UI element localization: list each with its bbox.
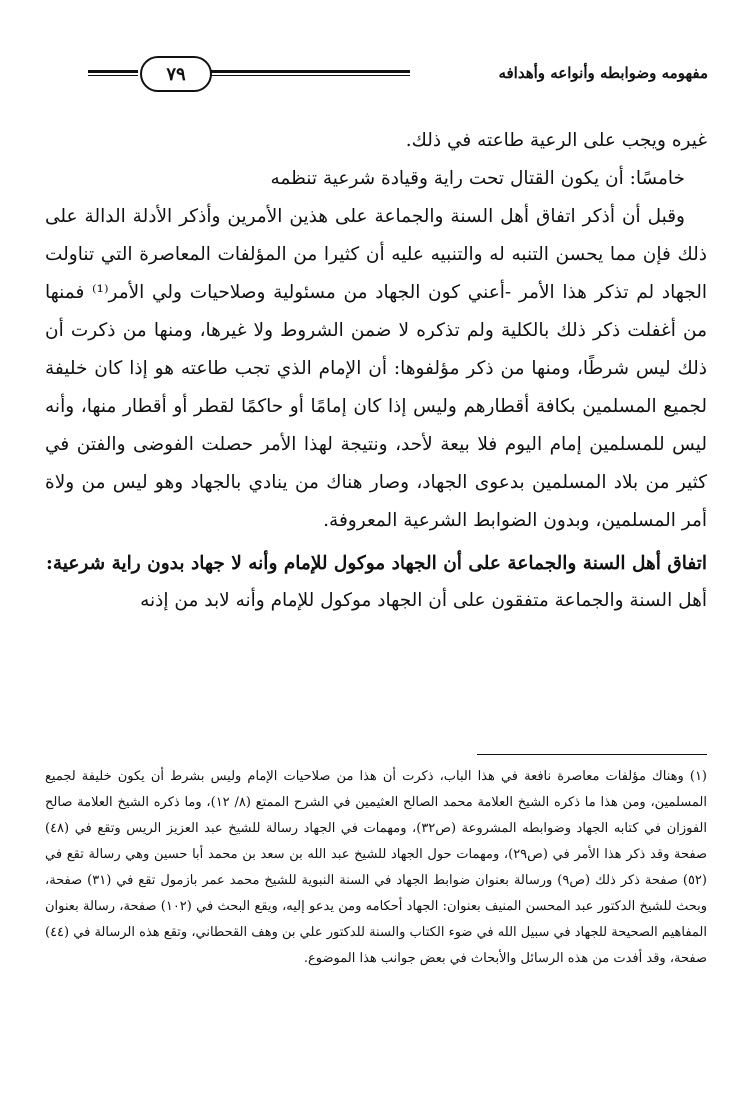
paragraph-continuation: غيره ويجب على الرعية طاعته في ذلك. (405, 130, 707, 151)
section-heading: اتفاق أهل السنة والجماعة على أن الجهاد موكول للإمام وأنه لا جهاد بدون راية شرعية: (46, 553, 707, 574)
header-rule-left-thin (88, 75, 138, 76)
header-rule-middle-thin (210, 75, 410, 76)
page-number: ٧٩ (166, 63, 186, 85)
main-text (45, 122, 707, 620)
footnote-separator (477, 754, 707, 755)
paragraph-main: وقبل أن أذكر اتفاق أهل السنة والجماعة على هذين الأمرين وأذكر الأدلة الدالة على ذلك فإن مما يحسن التنبه له والتنبيه عليه أن كثيرا من المؤلفات المعاصرة التي تناولت الجهاد لم تذكر هذا الأمر -أعني كون الجهاد من مسئولية وصلاحيات ولي الأمر⁽¹⁾ فمنها من أغفلت ذكر ذلك بالكلية ولم تذكره لا ضمن الشروط ولا غيرها، ومنها من ذكرت أن ذلك ليس شرطًا، ومنها من ذكر مؤلفوها: أن الإمام الذي تجب طاعته هو إذا كان خليفة لجميع المسلمين بكافة أقطارهم وليس إذا كان إمامًا أو حاكمًا لقطر أو أقطار منها، وأنه ليس للمسلمين إمام اليوم فلا بيعة لأحد، ونتيجة لهذا الأمر حصلت الفوضى والفتن في كثير من بلاد المسلمين بدعوى الجهاد، وصار هناك من ينادي بالجهاد وهو ليس من ولاة أمر المسلمين، وبدون الضوابط الشرعية المعروفة. (45, 206, 707, 531)
page-header (88, 56, 708, 96)
header-rule-middle (210, 70, 410, 73)
paragraph-fifth-condition: خامسًا: أن يكون القتال تحت راية وقيادة شرعية تنظمه (270, 168, 685, 189)
footnote-1: (١) وهناك مؤلفات معاصرة نافعة في هذا الباب، ذكرت أن هذا من صلاحيات الإمام وليس بشرط أن يكون خليفة لجميع المسلمين، ومن هذا ما ذكره الشيخ العلامة محمد الصالح العثيمين في الشرح الممتع (٨/ ١٢)، وما ذكره الشيخ العلامة صالح الفوزان في كتابه الجهاد وضوابطه المشروعة (ص٣٢)، ومهمات في الجهاد رسالة للشيخ عبد العزيز الريس وتقع في (٤٨) صفحة وقد ذكر هذا الأمر في (ص٢٩)، ومهمات حول الجهاد للشيخ عبد الله بن سعد بن محمد أبا حسين وهي رسالة تقع في (٥٢) صفحة ذكر ذلك (ص٩) ورسالة بعنوان ضوابط الجهاد في السنة النبوية للشيخ محمد عمر بازمول تقع في (٣١) صفحة، وبحث للشيخ الدكتور عبد المحسن المنيف بعنوان: الجهاد أحكامه ومن يدعو إليه، ويقع البحث في (١٠٢) صفحة، رسالة بعنوان المفاهيم الصحيحة للجهاد في سبيل الله في ضوء الكتاب والسنة للدكتور علي بن وهف القحطاني، وتقع هذه الرسالة في (٤٤) صفحة، وقد أفدت من هذه الرسائل والأبحاث في بعض جوانب هذا الموضوع. (45, 769, 708, 966)
page-number-badge (140, 56, 212, 92)
running-title: مفهومه وضوابطه وأنواعه وأهدافه (490, 64, 708, 82)
paragraph-section-start: أهل السنة والجماعة متفقون على أن الجهاد موكول للإمام وأنه لابد من إذنه (140, 590, 707, 611)
header-rule-left (88, 70, 138, 73)
